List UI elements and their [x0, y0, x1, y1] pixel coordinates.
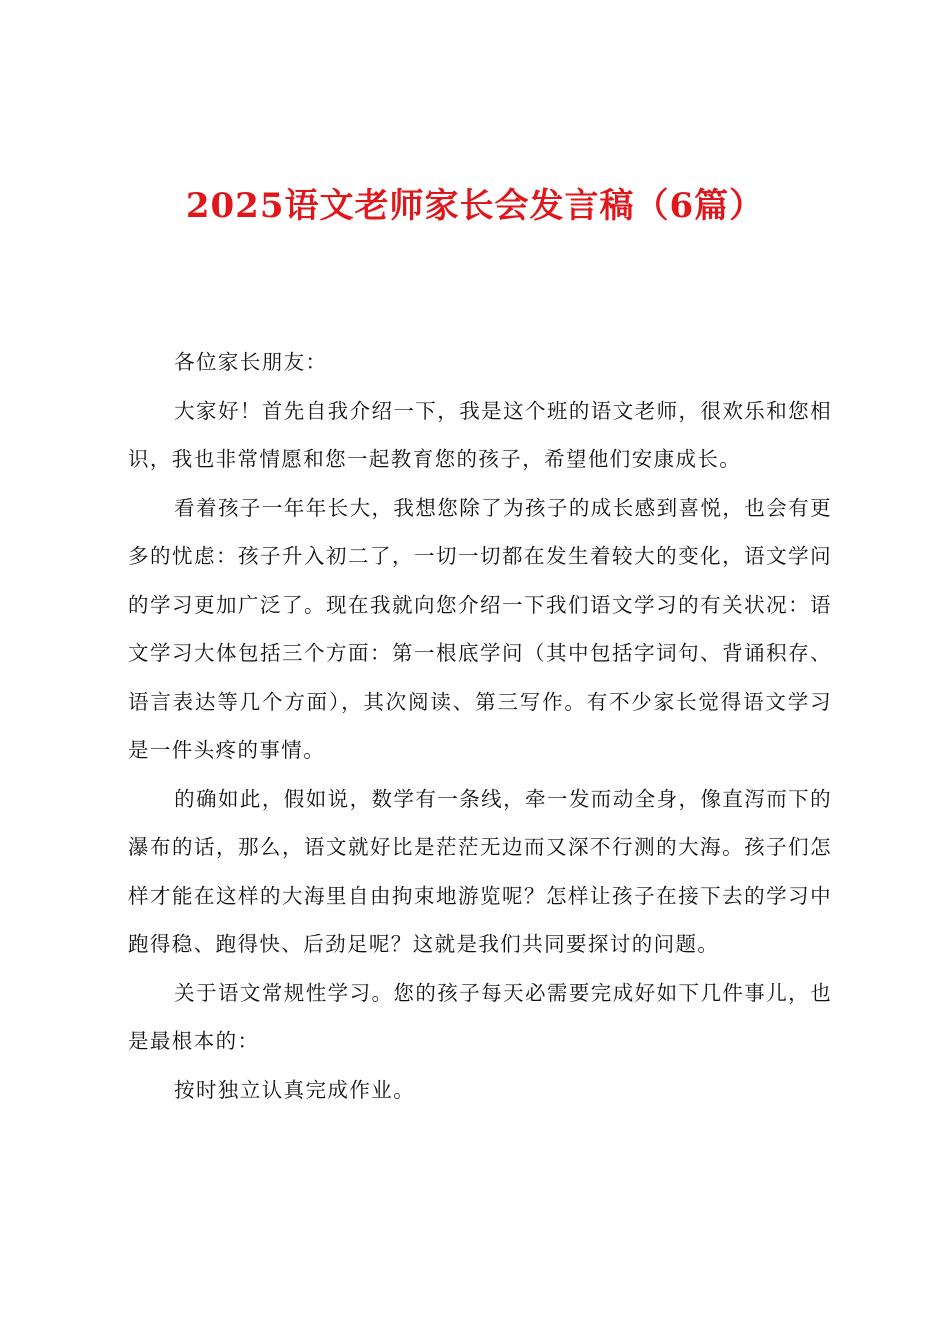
- body-paragraph: 关于语文常规性学习。您的孩子每天必需要完成好如下几件事儿，也是最根本的：: [128, 980, 832, 1053]
- document-title: 2025语文老师家长会发言稿（6篇）: [185, 186, 765, 226]
- body-paragraph: 大家好！首先自我介绍一下，我是这个班的语文老师，很欢乐和您相识，我也非常情愿和您一起教育您的孩子，希望他们安康成长。: [128, 398, 832, 471]
- body-paragraph: 看着孩子一年年长大，我想您除了为孩子的成长感到喜悦，也会有更多的忧虑：孩子升入初二了，一切一切都在发生着较大的变化，语文学问的学习更加广泛了。现在我就向您介绍一下我们语文学习的有关状况：语文学习大体包括三个方面：第一根底学问（其中包括字词句、背诵积存、语言表达等几个方面），其次阅读、第三写作。有不少家长觉得语文学习是一件头疼的事情。: [128, 495, 832, 762]
- body-paragraph: 的确如此，假如说，数学有一条线，牵一发而动全身，像直泻而下的瀑布的话，那么，语文就好比是茫茫无边而又深不行测的大海。孩子们怎样才能在这样的大海里自由拘束地游览呢？怎样让孩子在接下去的学习中跑得稳、跑得快、后劲足呢？这就是我们共同要探讨的问题。: [128, 786, 832, 956]
- document-body: [128, 338, 832, 1114]
- salutation-paragraph: 各位家长朋友：: [174, 350, 328, 374]
- body-paragraph: 按时独立认真完成作业。: [174, 1077, 416, 1102]
